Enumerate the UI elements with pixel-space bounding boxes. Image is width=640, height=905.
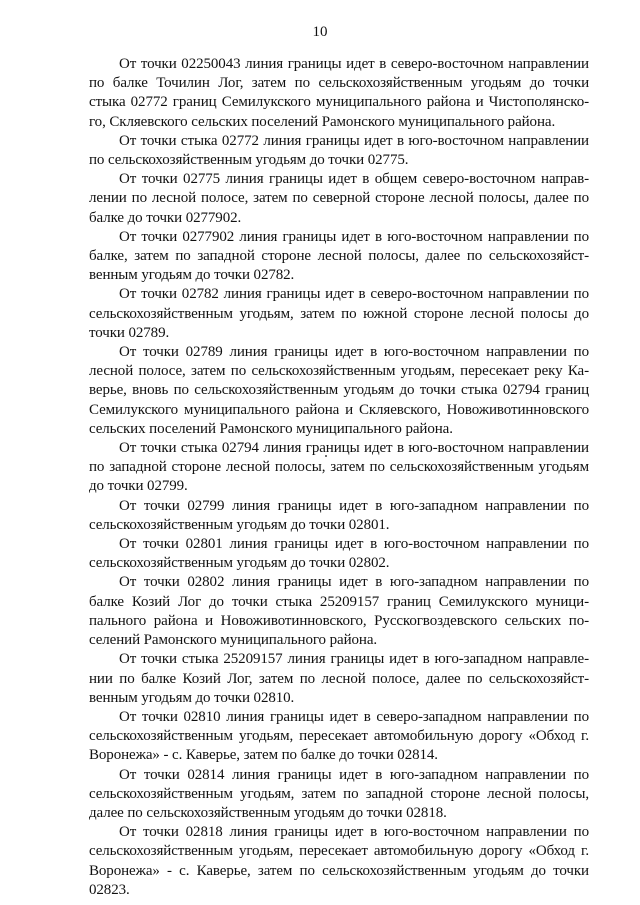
paragraph [89, 55, 589, 132]
paragraph-line: 02823. [89, 881, 130, 898]
paragraph-line: сельскохозяйственным угодьям до точки 02801. [89, 516, 390, 533]
paragraph-line: От точки 02802 линия границы идет в юго-западном направлении по [119, 574, 589, 591]
paragraph [89, 439, 589, 497]
paragraph-line: От точки 02801 линия границы идет в юго-восточном направлении по [119, 536, 589, 553]
paragraph-line: до точки 02799. [89, 478, 188, 495]
paragraph-line: От точки 02250043 линия границы идет в северо-восточном направлении [119, 56, 589, 72]
paragraph-line: От точки 02775 линия границы идет в общем северо-восточном направ- [119, 171, 589, 188]
paragraph [89, 343, 589, 439]
paragraph-line: Воронежа» - с. Каверье, затем по сельскохозяйственным угодьям до точки [89, 862, 589, 879]
paragraph-line: От точки стыка 02772 линия границы идет в юго-восточном направлении [119, 132, 589, 149]
paragraph-line: пального района и Новоживотинновского, Русскогвоздевского сельских по- [89, 612, 589, 629]
paragraph [89, 766, 589, 824]
paragraph-line: по западной стороне лесной полосы, затем по сельскохозяйственным угодьям [89, 459, 589, 476]
paragraph-line: Воронежа» - с. Каверье, затем по балке до точки 02814. [89, 747, 438, 764]
paragraph-line: верье, вновь по сельскохозяйственным угодьям до точки стыка 02794 границ [89, 382, 589, 399]
paragraph-line: сельских поселений Рамонского муниципального района. [89, 420, 453, 437]
paragraph-line: сельскохозяйственным угодьям до точки 02802. [89, 555, 390, 572]
paragraph-line: по балке Точилин Лог, затем по сельскохозяйственным угодьям до точки [89, 75, 589, 92]
paragraph-line: От точки 02818 линия границы идет в юго-восточном направлении по [119, 824, 589, 841]
paragraph [89, 573, 589, 650]
paragraph [89, 650, 589, 708]
paragraph-line: сельскохозяйственным угодьям, затем по южной стороне лесной полосы до [89, 305, 589, 322]
paragraph-line: сельскохозяйственным угодьям, затем по западной стороне лесной полосы, [89, 785, 589, 802]
paragraph-line: сельскохозяйственным угодьям, пересекает автомобильную дорогу «Обход г. [89, 728, 589, 745]
paragraph [89, 228, 589, 286]
paragraph-line: От точки 02782 линия границы идет в северо-восточном направлении по [119, 286, 589, 303]
paragraph-line: От точки 02810 линия границы идет в северо-западном направлении по [119, 708, 589, 725]
paragraph [89, 708, 589, 766]
paragraph-line: Семилукского муниципального района и Скляевского, Новоживотинновского [89, 401, 589, 418]
paragraph [89, 285, 589, 343]
paragraph-line: селений Рамонского муниципального района. [89, 632, 378, 649]
paragraph [89, 170, 589, 228]
paragraph-line: лении по лесной полосе, затем по северной стороне лесной полосы, далее по [89, 190, 589, 207]
paragraph-line: нии по балке Козий Лог, затем по лесной полосе, далее по сельскохозяйст- [89, 670, 589, 687]
paragraph-line: От точки 02799 линия границы идет в юго-западном направлении по [119, 497, 589, 514]
paragraph-line: балке до точки 0277902. [89, 209, 242, 226]
paragraph [89, 132, 589, 170]
paragraph-line: венным угодьям до точки 02782. [89, 267, 295, 284]
page-number: 10 [312, 24, 328, 40]
paragraph [89, 535, 589, 573]
paragraph-line: по сельскохозяйственным угодьям до точки 02775. [89, 152, 409, 169]
paragraph-line: От точки 02814 линия границы идет в юго-западном направлении по [119, 766, 589, 783]
paragraph-line: сельскохозяйственным угодьям, пересекает автомобильную дорогу «Обход г. [89, 843, 589, 860]
paragraph-line: балке Козий Лог до точки стыка 25209157 границ Семилукского муници- [89, 593, 589, 610]
paragraph-line: лесной полосе, затем по сельскохозяйственным угодьям, пересекает реку Ка- [89, 363, 589, 380]
document-body [89, 55, 589, 900]
paragraph-line: далее по сельскохозяйственным угодьям до точки 02818. [89, 804, 447, 821]
paragraph-line: венным угодьям до точки 02810. [89, 689, 295, 706]
paragraph [89, 823, 589, 900]
paragraph-line: От точки стыка 25209157 линия границы идет в юго-западном направле- [119, 651, 589, 668]
paragraph-line: точки 02789. [89, 324, 170, 341]
paragraph-line: От точки стыка 02794 линия границы идет в юго-восточном направлении [119, 440, 589, 457]
paragraph-line: балке, затем по западной стороне лесной полосы, далее по сельскохозяйст- [89, 248, 589, 265]
paragraph-line: От точки 02789 линия границы идет в юго-восточном направлении по [119, 344, 589, 361]
paragraph-line: От точки 0277902 линия границы идет в юго-восточном направлении по [119, 228, 589, 245]
paragraph-line: стыка 02772 границ Семилукского муниципального района и Чистополянско- [89, 94, 589, 111]
paragraph [89, 497, 589, 535]
paragraph-line: го, Скляевского сельских поселений Рамонского муниципального района. [89, 113, 556, 130]
